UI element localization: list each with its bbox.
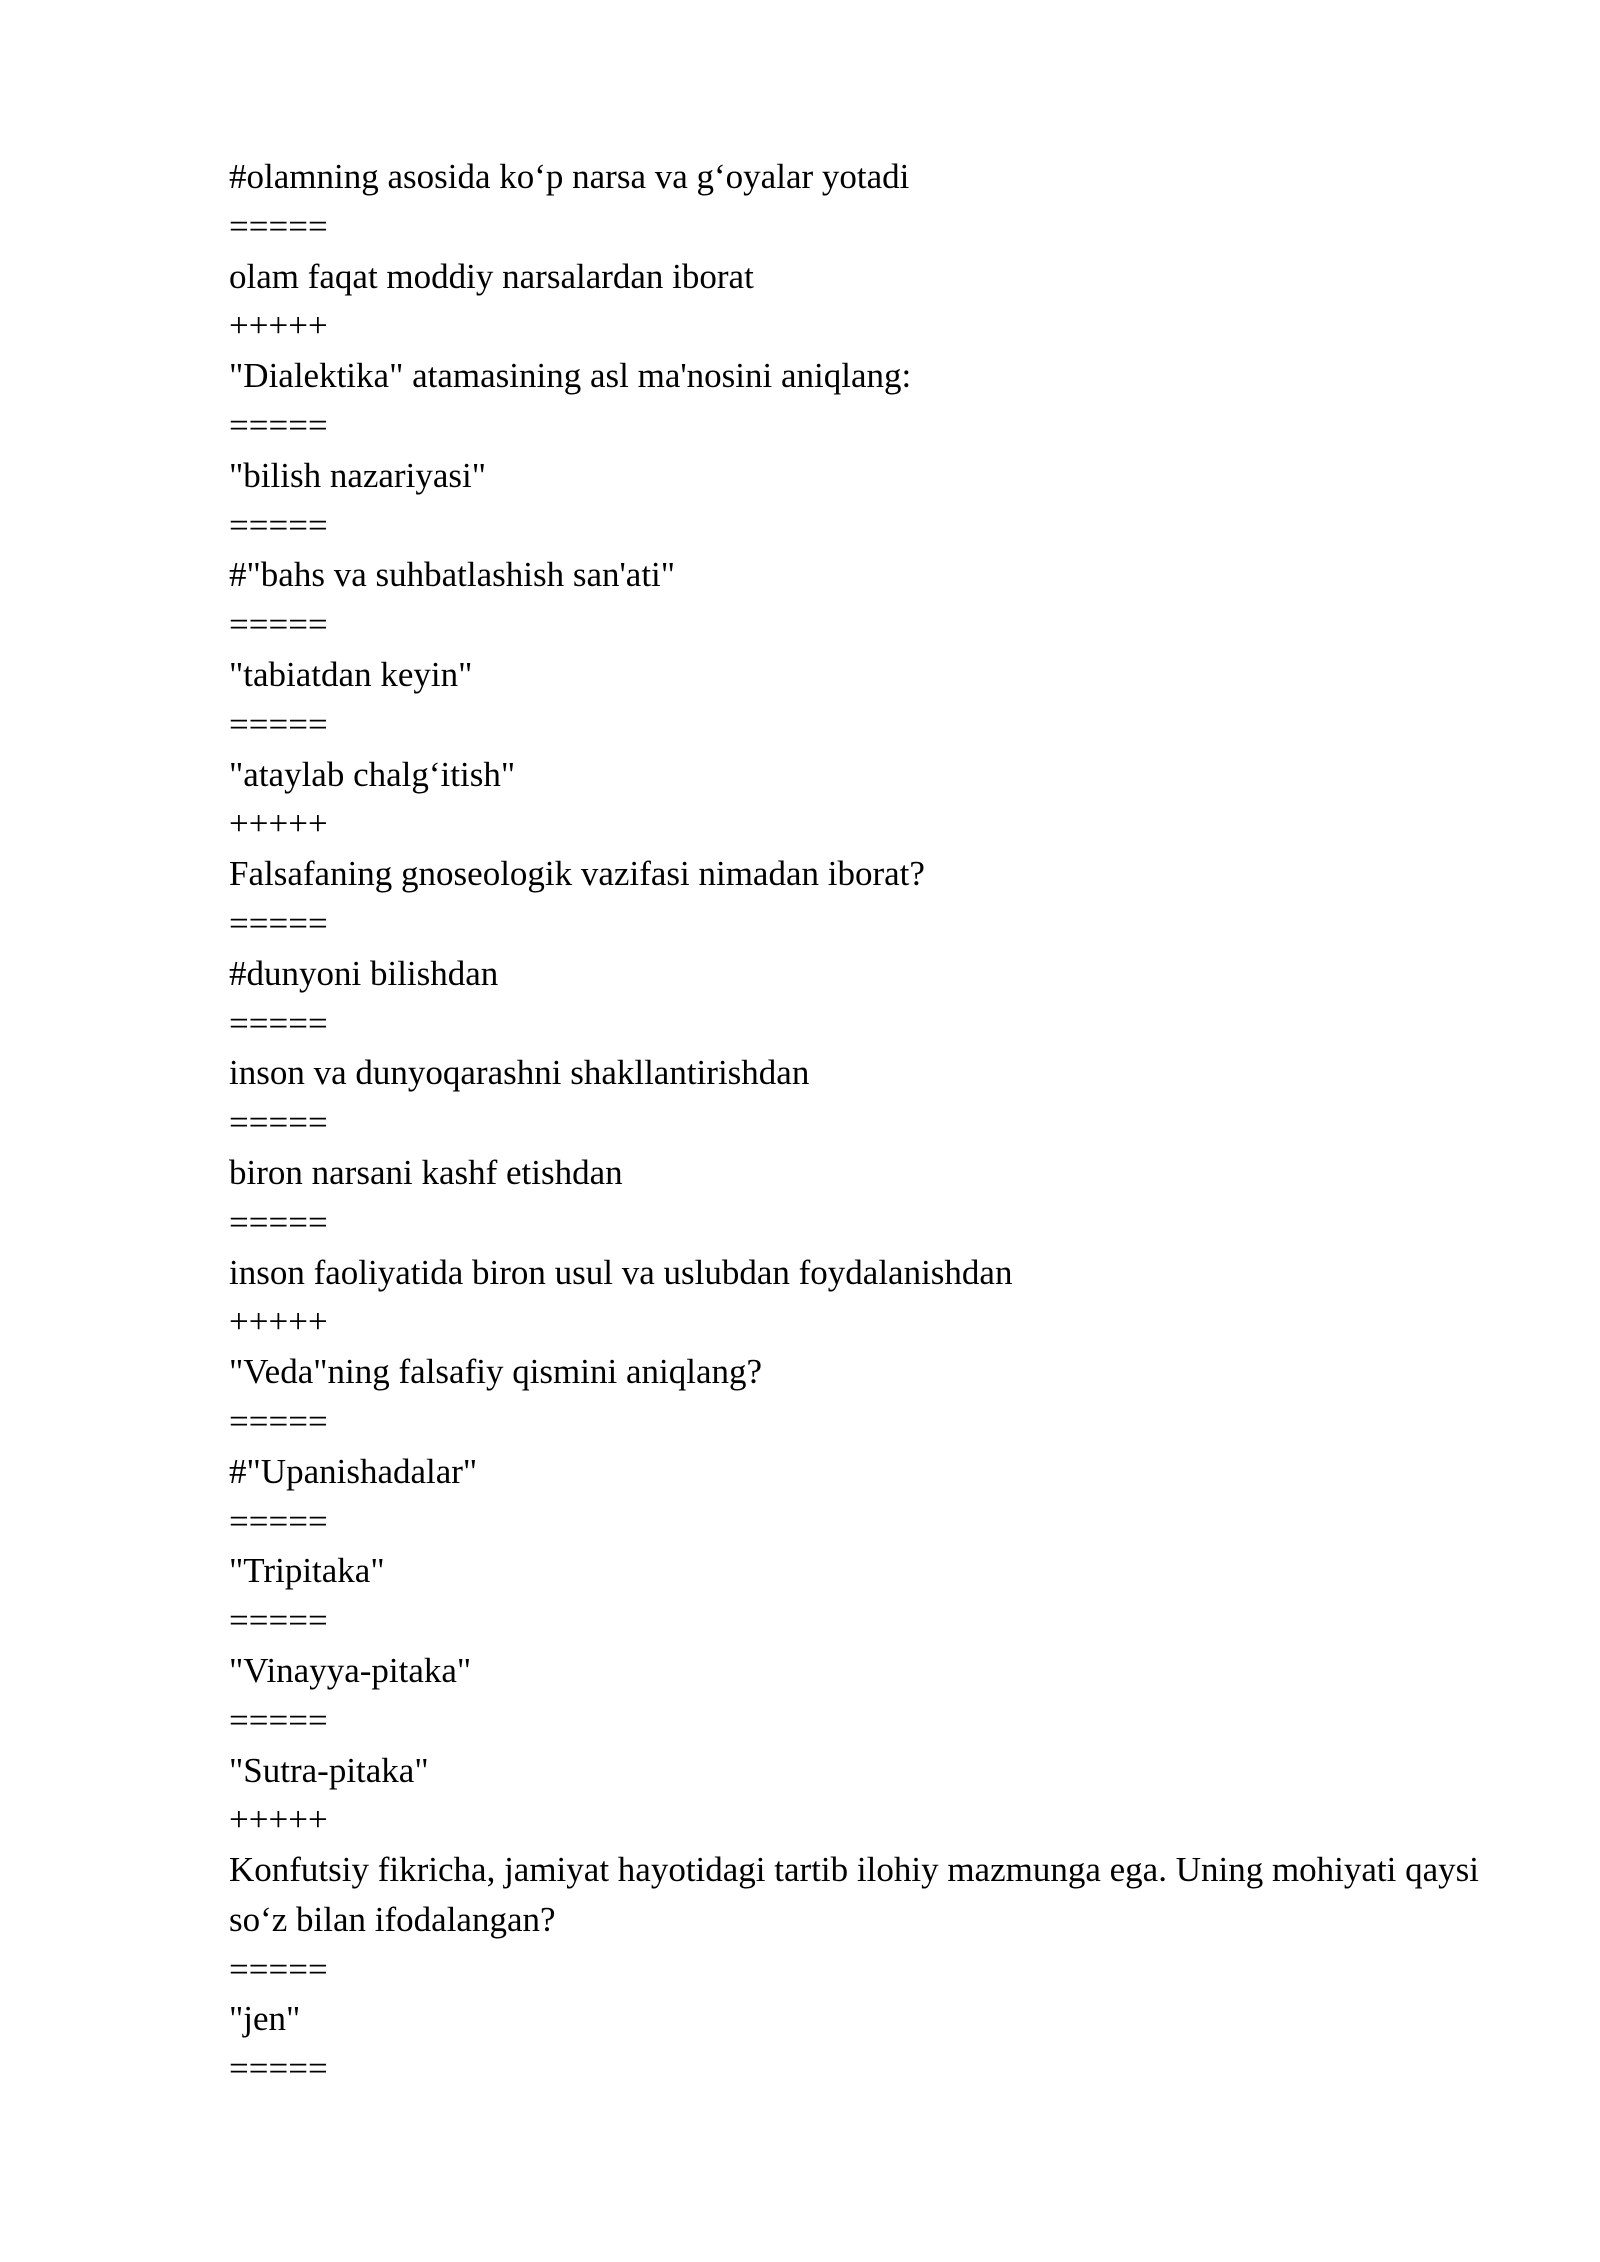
- answer-line: "Sutra-pitaka": [229, 1750, 429, 1790]
- question-separator: +++++: [229, 804, 328, 844]
- question-separator: +++++: [229, 1800, 328, 1840]
- answer-line: "Vinayya-pitaka": [229, 1650, 472, 1690]
- question-separator: +++++: [229, 306, 328, 346]
- separator-line: =====: [229, 1003, 328, 1043]
- separator-line: =====: [229, 2049, 328, 2089]
- answer-line: #"Upanishadalar": [229, 1451, 478, 1491]
- answer-line: "jen": [229, 1999, 301, 2039]
- answer-line: olam faqat moddiy narsalardan iborat: [229, 256, 754, 296]
- answer-line: #"bahs va suhbatlashish san'ati": [229, 555, 676, 595]
- answer-line: "bilish nazariyasi": [229, 455, 486, 495]
- question-line: Falsafaning gnoseologik vazifasi nimadan iborat?: [229, 854, 925, 894]
- separator-line: =====: [229, 1401, 328, 1441]
- answer-line: "Tripitaka": [229, 1551, 385, 1591]
- answer-line: inson va dunyoqarashni shakllantirishdan: [229, 1053, 810, 1093]
- answer-line: biron narsani kashf etishdan: [229, 1152, 623, 1192]
- separator-line: =====: [229, 704, 328, 744]
- separator-line: =====: [229, 1103, 328, 1143]
- separator-line: =====: [229, 1202, 328, 1242]
- separator-line: =====: [229, 1601, 328, 1641]
- separator-line: =====: [229, 206, 328, 246]
- separator-line: =====: [229, 903, 328, 943]
- question-line: Konfutsiy fikricha, jamiyat hayotidagi tartib ilohiy mazmunga ega. Uning mohiyati qaysi so‘z bilan ifodalangan?: [229, 1850, 1480, 1939]
- question-line: "Dialektika" atamasining asl ma'nosini aniqlang:: [229, 356, 912, 396]
- answer-line: inson faoliyatida biron usul va uslubdan foydalanishdan: [229, 1252, 1013, 1292]
- answer-line: "tabiatdan keyin": [229, 654, 473, 694]
- question-line: "Veda"ning falsafiy qismini aniqlang?: [229, 1352, 763, 1392]
- answer-line: #olamning asosida ko‘p narsa va g‘oyalar yotadi: [229, 157, 910, 196]
- separator-line: =====: [229, 1949, 328, 1989]
- separator-line: =====: [229, 605, 328, 645]
- answer-line: #dunyoni bilishdan: [229, 953, 499, 993]
- answer-line: "ataylab chalg‘itish": [229, 754, 516, 794]
- document-content: [229, 152, 1529, 2094]
- separator-line: =====: [229, 505, 328, 545]
- separator-line: =====: [229, 1501, 328, 1541]
- separator-line: =====: [229, 405, 328, 445]
- question-separator: +++++: [229, 1302, 328, 1342]
- separator-line: =====: [229, 1700, 328, 1740]
